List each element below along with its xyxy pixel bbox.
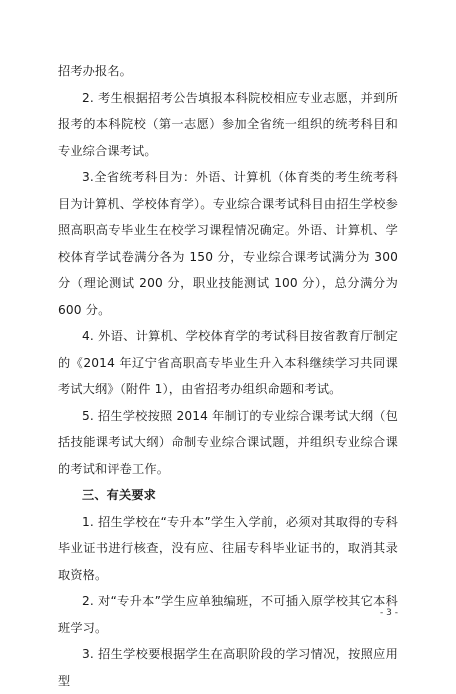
- requirement-item-2: 2. 对“专升本”学生应单独编班，不可插入原学校其它本科班学习。: [58, 594, 398, 635]
- requirement-item-3: 3. 招生学校要根据学生在高职阶段的学习情况，按照应用型: [58, 647, 398, 688]
- paragraph-item-5: 5. 招生学校按照 2014 年制订的专业综合课考试大纲（包括技能课考试大纲）命制专业综合课试题，并组织专业综合课的考试和评卷工作。: [58, 408, 398, 476]
- section-heading: 三、有关要求: [82, 488, 157, 502]
- requirement-item-1: 1. 招生学校在“专升本”学生入学前，必须对其取得的专科毕业证书进行核查，没有应、往届专科毕业证书的，取消其录取资格。: [58, 514, 398, 582]
- paragraph-item-2: 2. 考生根据招考公告填报本科院校相应专业志愿，并到所报考的本科院校（第一志愿）参加全省统一组织的统考科目和专业综合课考试。: [58, 90, 398, 158]
- page-number: - 3 -: [380, 608, 398, 618]
- paragraph-item-3: 3.全省统考科目为：外语、计算机（体育类的考生统考科目为计算机、学校体育学）。专业综合课考试科目由招生学校参照高职高专毕业生在校学习课程情况确定。外语、计算机、学校体育学试卷满分各为 150 分，专业综合课考试满分为 300 分（理论测试 200 分，职业技能测试 100 分），总分满分为 600 分。: [58, 170, 398, 317]
- paragraph-continuation: 招考办报名。: [58, 64, 133, 78]
- paragraph-item-4: 4. 外语、计算机、学校体育学的考试科目按省教育厅制定的《2014 年辽宁省高职高专毕业生升入本科继续学习共同课考试大纲》（附件 1），由省招考办组织命题和考试。: [58, 329, 398, 396]
- body-text: [58, 58, 398, 694]
